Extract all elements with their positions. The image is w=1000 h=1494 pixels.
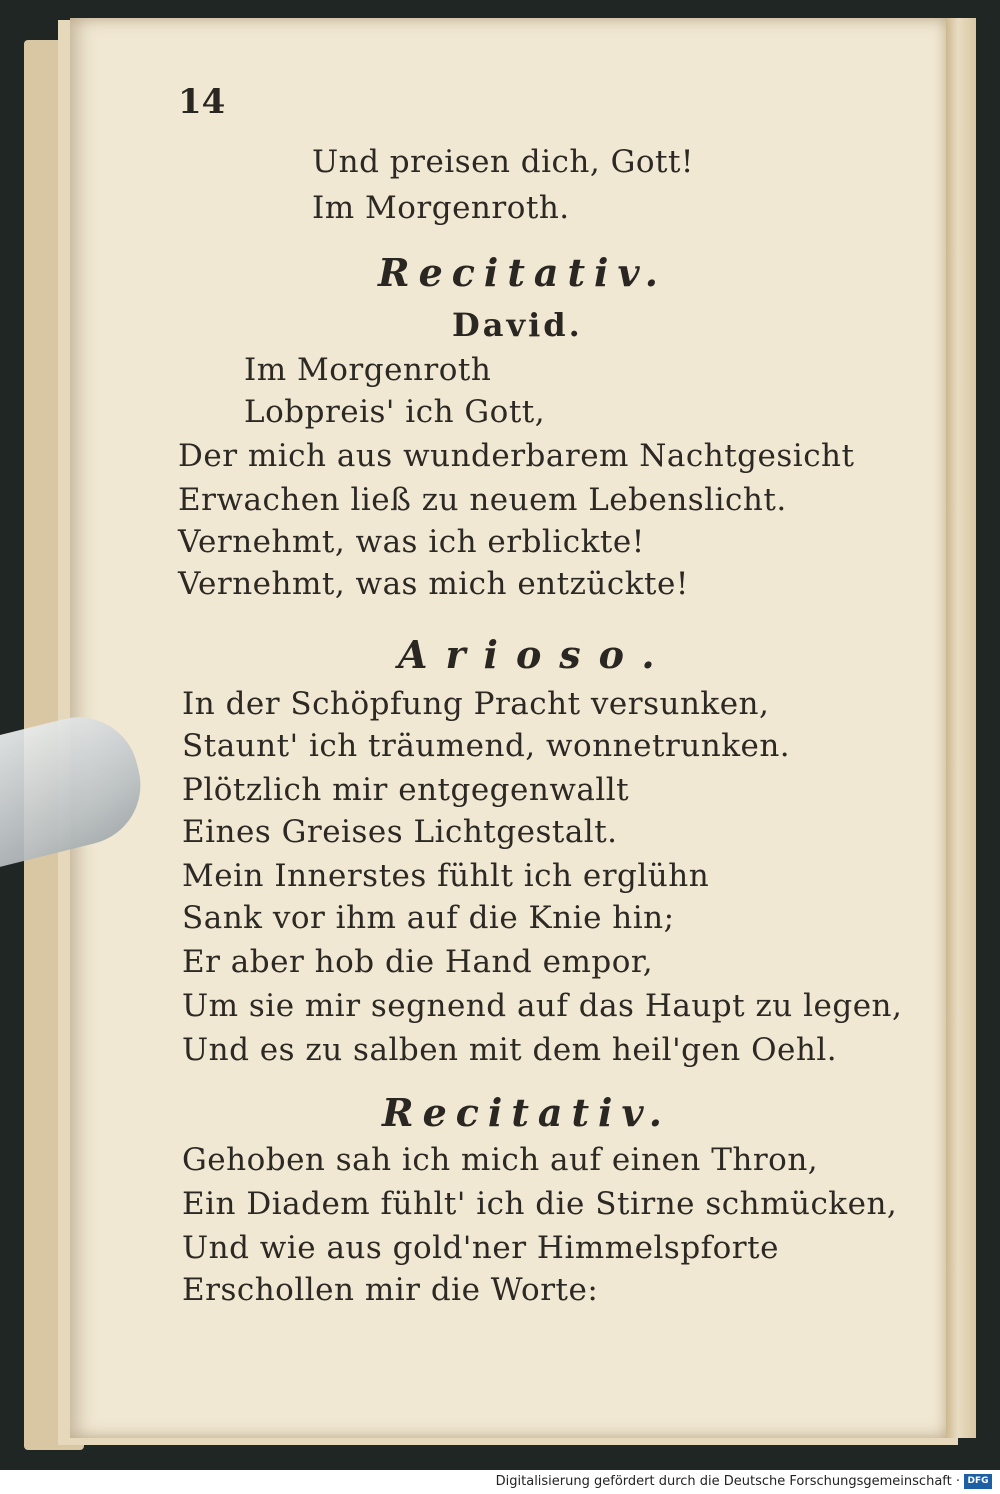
text-line: Vernehmt, was mich entzückte! bbox=[178, 566, 689, 602]
text-line: Und preisen dich, Gott! bbox=[312, 144, 694, 180]
text-line: Eines Greises Lichtgestalt. bbox=[182, 814, 618, 850]
text-line: Und es zu salben mit dem heil'gen Oehl. bbox=[182, 1032, 838, 1068]
text-line: Lobpreis' ich Gott, bbox=[244, 394, 546, 430]
funding-credit: Digitalisierung gefördert durch die Deutsche Forschungsgemeinschaft · bbox=[495, 1474, 960, 1489]
text-line: Ein Diadem fühlt' ich die Stirne schmücken, bbox=[182, 1186, 898, 1222]
text-line: Plötzlich mir entgegenwallt bbox=[182, 772, 630, 808]
text-line: Erschollen mir die Worte: bbox=[182, 1272, 599, 1308]
text-line: In der Schöpfung Pracht versunken, bbox=[182, 686, 770, 722]
speaker-name: David. bbox=[452, 306, 583, 344]
text-line: Er aber hob die Hand empor, bbox=[182, 944, 654, 980]
text-line: Gehoben sah ich mich auf einen Thron, bbox=[182, 1142, 819, 1178]
text-line: Im Morgenroth bbox=[244, 352, 492, 388]
footer-bar bbox=[0, 1470, 1000, 1494]
section-heading-recitativ: Recitativ. bbox=[382, 1090, 671, 1135]
text-line: Erwachen ließ zu neuem Lebenslicht. bbox=[178, 482, 787, 518]
dfg-logo-icon: DFG bbox=[964, 1474, 992, 1489]
page-number: 14 bbox=[178, 82, 226, 122]
text-line: Mein Innerstes fühlt ich erglühn bbox=[182, 858, 710, 894]
section-heading-recitativ: Recitativ. bbox=[378, 250, 667, 295]
section-heading-arioso: Arioso. bbox=[398, 632, 673, 677]
text-line: Vernehmt, was ich erblickte! bbox=[178, 524, 645, 560]
text-line: Sank vor ihm auf die Knie hin; bbox=[182, 900, 675, 936]
text-line: Staunt' ich träumend, wonnetrunken. bbox=[182, 728, 791, 764]
text-line: Um sie mir segnend auf das Haupt zu legen, bbox=[182, 988, 903, 1024]
text-line: Der mich aus wunderbarem Nachtgesicht bbox=[178, 438, 855, 474]
page-edge bbox=[946, 18, 976, 1438]
text-line: Im Morgenroth. bbox=[312, 190, 570, 226]
text-line: Und wie aus gold'ner Himmelspforte bbox=[182, 1230, 779, 1266]
